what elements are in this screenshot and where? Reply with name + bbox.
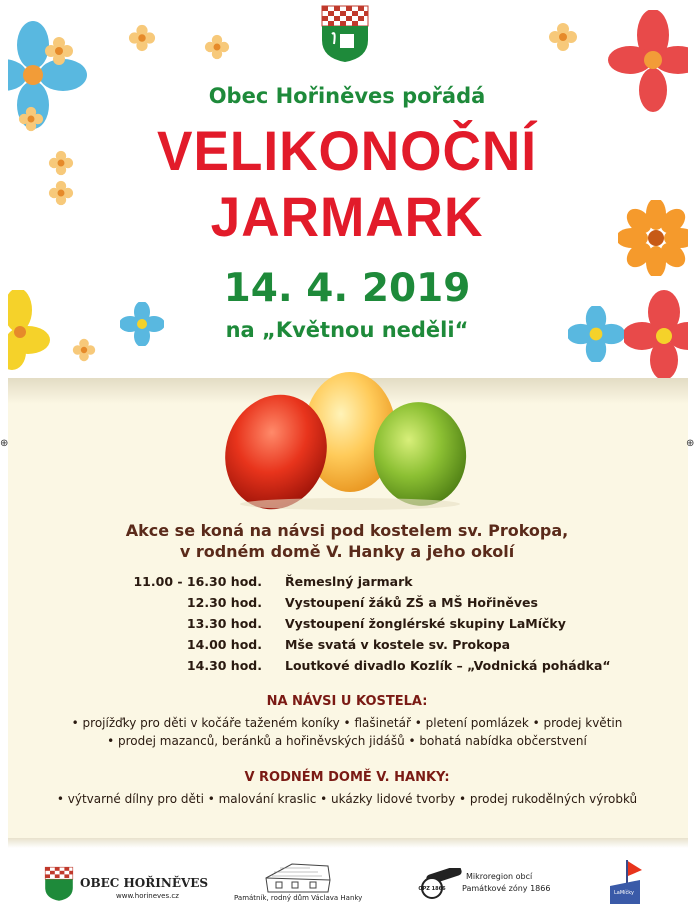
flower-icon [204, 34, 230, 60]
schedule-row [0, 616, 694, 636]
footer-logo3-line1: Mikroregion obcí [466, 872, 533, 881]
organizer-line: Obec Hořiněves pořádá [208, 84, 486, 108]
cannon-icon [416, 868, 464, 900]
footer-logo3-line2: Památkové zóny 1866 [462, 884, 551, 893]
schedule-time: 11.00 - 16.30 hod. [133, 574, 262, 589]
section-title-hanky: V RODNÉM DOMĚ V. HANKY: [244, 770, 450, 785]
schedule-event: Mše svatá v kostele sv. Prokopa [285, 637, 511, 652]
egg-icon [220, 362, 480, 512]
schedule-row [0, 574, 694, 594]
venue-line-2: v rodném domě V. Hanky a jeho okolí [179, 542, 515, 561]
schedule-time: 12.30 hod. [186, 595, 262, 610]
event-subtitle: na „Květnou neděli“ [225, 318, 469, 342]
schedule-event: Vystoupení žáků ZŠ a MŠ Hořiněves [285, 595, 538, 610]
schedule-event: Loutkové divadlo Kozlík – „Vodnická pohádka“ [285, 658, 611, 673]
flower-icon [128, 24, 156, 52]
footer-logos [0, 848, 694, 908]
divider [8, 838, 688, 848]
crest-icon [44, 866, 74, 902]
house-sketch-icon [262, 860, 334, 894]
registration-mark-icon: ⊕ [686, 438, 694, 449]
footer-badge-text: OPZ 1866 [418, 886, 446, 892]
schedule-event: Řemeslný jarmark [285, 574, 413, 589]
flower-icon [44, 36, 74, 66]
crest-icon [320, 4, 370, 64]
venue-line-1: Akce se koná na návsi pod kostelem sv. Prokopa, [125, 521, 569, 540]
footer-logo-name: OBEC HOŘINĚVES [80, 876, 209, 890]
juggler-flag-icon [606, 856, 644, 906]
flower-icon [548, 22, 578, 52]
schedule-event: Vystoupení žonglérské skupiny LaMíčky [285, 616, 566, 631]
registration-mark-icon: ⊕ [0, 438, 9, 449]
schedule-row [0, 637, 694, 657]
schedule-row [0, 595, 694, 615]
event-headline-2: JARMARK [210, 185, 484, 248]
section-title-navsi: NA NÁVSI U KOSTELA: [266, 694, 428, 709]
footer-logo4-text: LaMíčky [614, 890, 634, 896]
section-hanky-line-1: • výtvarné dílny pro děti • malování kraslic • ukázky lidové tvorby • prodej rukodělných výrobků [56, 792, 638, 806]
section-navsi-line-1: • projížďky pro děti v kočáře taženém koníky • flašinetář • pletení pomlázek • prodej květin [71, 716, 623, 730]
footer-logo-caption: Památník, rodný dům Václava Hanky [234, 894, 363, 902]
schedule-time: 14.00 hod. [186, 637, 262, 652]
section-navsi-line-2: • prodej mazanců, beránků a hořiněvských jidášů • bohatá nabídka občerstvení [107, 734, 587, 748]
event-headline-1: VELIKONOČNÍ [157, 119, 537, 182]
footer-logo-url[interactable]: www.horineves.cz [116, 892, 179, 900]
schedule-time: 13.30 hod. [186, 616, 262, 631]
event-date: 14. 4. 2019 [223, 266, 471, 311]
schedule-row [0, 658, 694, 678]
schedule-time: 14.30 hod. [186, 658, 262, 673]
